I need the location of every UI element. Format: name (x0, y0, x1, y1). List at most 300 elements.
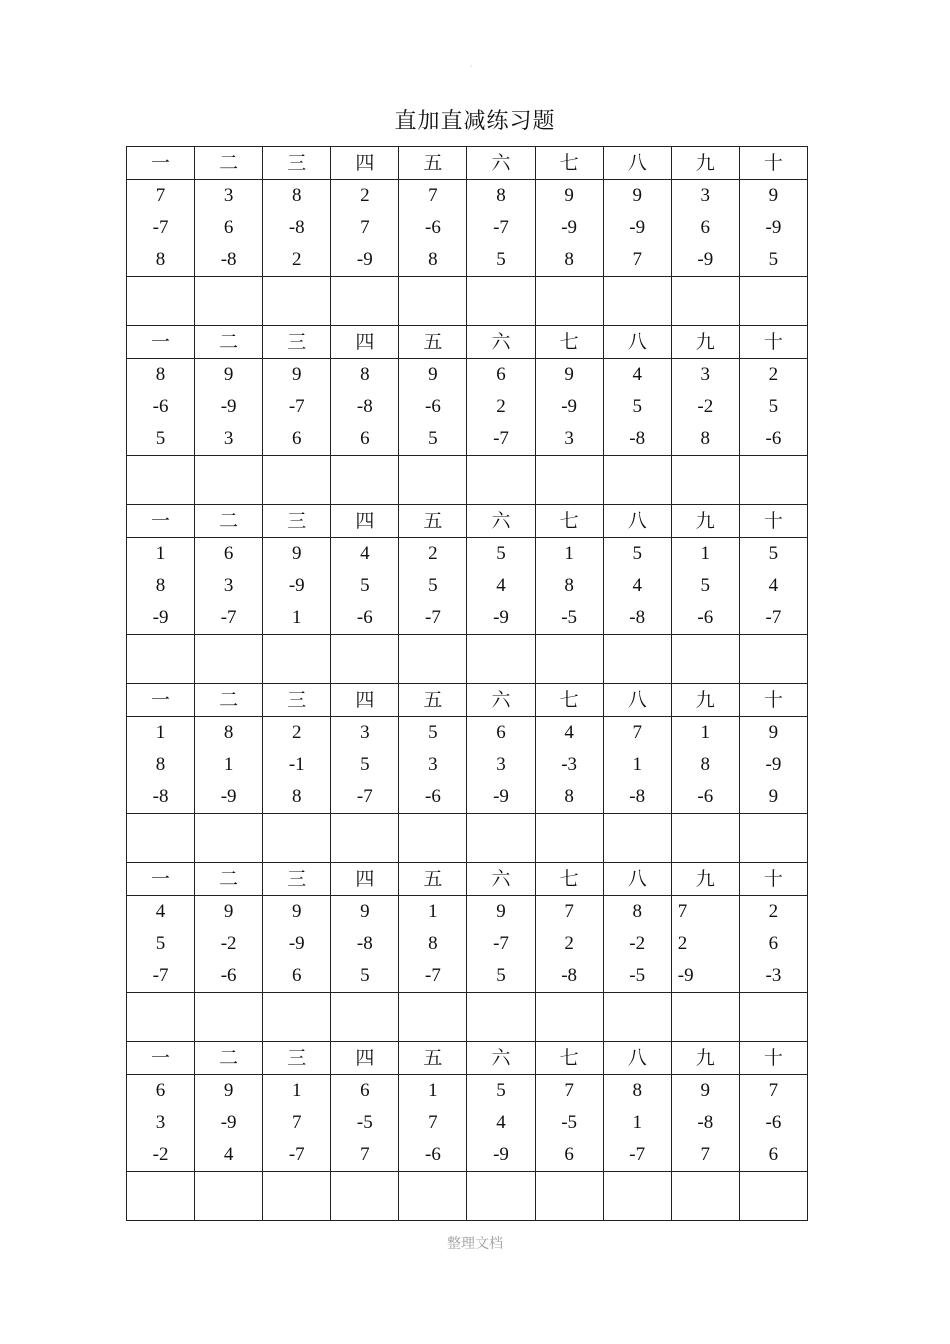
answer-cell[interactable] (603, 993, 671, 1042)
answer-cell[interactable] (331, 1172, 399, 1221)
operand: 9 (768, 786, 779, 807)
problem-cell (739, 180, 807, 277)
problem-cell (603, 1075, 671, 1172)
header-row (127, 326, 808, 359)
operand: 7 (564, 1080, 574, 1101)
operand: 1 (632, 754, 642, 775)
column-header: 九 (671, 863, 739, 896)
operand: 7 (564, 901, 574, 922)
answer-cell[interactable] (739, 1172, 807, 1221)
operand: 1 (428, 1080, 438, 1101)
operand: 7 (360, 217, 370, 238)
problem-cell (127, 359, 195, 456)
problem-cell (739, 896, 807, 993)
operand: -9 (220, 1112, 237, 1133)
answer-cell[interactable] (603, 456, 671, 505)
operand: 2 (768, 364, 779, 385)
operand: 8 (632, 901, 642, 922)
column-header: 九 (671, 147, 739, 180)
problem-cell (603, 896, 671, 993)
column-header: 七 (535, 863, 603, 896)
operand: 5 (768, 249, 779, 270)
operand: 9 (291, 364, 302, 385)
answer-cell[interactable] (399, 456, 467, 505)
answer-cell[interactable] (127, 1172, 195, 1221)
operand: 8 (155, 364, 166, 385)
operand: -6 (425, 396, 441, 417)
column-header: 五 (399, 505, 467, 538)
answer-row (127, 814, 808, 863)
answer-cell[interactable] (535, 1172, 603, 1221)
column-header: 四 (331, 147, 399, 180)
answer-cell[interactable] (671, 1172, 739, 1221)
header-row (127, 1042, 808, 1075)
operand: -8 (629, 786, 646, 807)
problem-row (127, 538, 808, 635)
column-header: 八 (603, 326, 671, 359)
operand: 2 (564, 933, 574, 954)
answer-cell[interactable] (739, 814, 807, 863)
operand: 5 (496, 965, 506, 986)
operand: 6 (496, 722, 506, 743)
operand: 9 (700, 1080, 711, 1101)
answer-cell[interactable] (263, 814, 331, 863)
problem-cell (535, 538, 603, 635)
column-header: 十 (739, 326, 807, 359)
operand: -9 (697, 249, 714, 270)
answer-cell[interactable] (671, 277, 739, 326)
operand: -7 (493, 217, 509, 238)
top-mark: · (470, 62, 473, 71)
operand: 1 (155, 722, 166, 743)
operand: 8 (564, 786, 574, 807)
answer-cell[interactable] (671, 993, 739, 1042)
column-header: 八 (603, 863, 671, 896)
operand: -3 (765, 965, 782, 986)
operand: 6 (223, 217, 234, 238)
operand: 5 (428, 575, 438, 596)
problem-cell (127, 896, 195, 993)
answer-cell[interactable] (127, 277, 195, 326)
operand: -8 (629, 607, 646, 628)
answer-cell[interactable] (603, 814, 671, 863)
answer-cell[interactable] (671, 456, 739, 505)
problem-cell (535, 1075, 603, 1172)
problem-cell (739, 1075, 807, 1172)
operand: 1 (564, 543, 574, 564)
column-header: 四 (331, 505, 399, 538)
operand: 3 (223, 185, 234, 206)
problem-cell (467, 717, 535, 814)
answer-cell[interactable] (535, 814, 603, 863)
column-header: 三 (263, 326, 331, 359)
operand: -9 (561, 396, 578, 417)
operand: 1 (700, 543, 711, 564)
problem-cell (671, 180, 739, 277)
column-header: 一 (127, 684, 195, 717)
operand: 1 (428, 901, 438, 922)
column-header: 六 (467, 147, 535, 180)
operand: 8 (700, 754, 711, 775)
problem-cell (739, 538, 807, 635)
operand: -6 (697, 786, 714, 807)
page-title: 直加直减练习题 (394, 109, 556, 134)
answer-row (127, 277, 808, 326)
column-header: 九 (671, 326, 739, 359)
operand: 9 (223, 1080, 234, 1101)
operand: 1 (291, 607, 302, 628)
answer-cell[interactable] (535, 993, 603, 1042)
operand: 4 (155, 901, 166, 922)
operand: 6 (360, 1080, 370, 1101)
operand: 9 (360, 901, 370, 922)
page-footer: 整理文档 (447, 1236, 503, 1252)
operand: 9 (223, 901, 234, 922)
answer-cell[interactable] (535, 635, 603, 684)
column-header: 四 (331, 863, 399, 896)
operand: 9 (291, 543, 302, 564)
operand: -2 (629, 933, 646, 954)
operand: 4 (496, 575, 506, 596)
operand: 5 (428, 722, 438, 743)
answer-cell[interactable] (399, 635, 467, 684)
operand: -8 (629, 428, 646, 449)
answer-cell[interactable] (535, 456, 603, 505)
operand: 3 (700, 185, 711, 206)
column-header: 九 (671, 505, 739, 538)
answer-cell[interactable] (263, 1172, 331, 1221)
column-header: 九 (671, 684, 739, 717)
operand: 7 (677, 901, 688, 922)
operand: 8 (428, 933, 438, 954)
operand: 5 (496, 1080, 506, 1101)
problem-row (127, 359, 808, 456)
answer-row (127, 993, 808, 1042)
operand: -9 (561, 217, 578, 238)
problem-cell (195, 359, 263, 456)
column-header: 七 (535, 505, 603, 538)
problem-cell (739, 717, 807, 814)
column-header: 三 (263, 863, 331, 896)
operand: -9 (765, 754, 782, 775)
column-header: 六 (467, 863, 535, 896)
operand: 1 (155, 543, 166, 564)
operand: -2 (152, 1144, 169, 1165)
answer-cell[interactable] (399, 814, 467, 863)
answer-cell[interactable] (195, 456, 263, 505)
operand: 7 (632, 722, 642, 743)
problem-row (127, 180, 808, 277)
operand: 6 (291, 428, 302, 449)
column-header: 五 (399, 863, 467, 896)
operand: 8 (428, 249, 438, 270)
operand: 8 (291, 786, 302, 807)
column-header: 二 (195, 1042, 263, 1075)
answer-cell[interactable] (263, 635, 331, 684)
problem-cell (467, 1075, 535, 1172)
answer-cell[interactable] (739, 456, 807, 505)
problem-cell (195, 717, 263, 814)
operand: 3 (496, 754, 506, 775)
answer-cell[interactable] (535, 277, 603, 326)
operand: -9 (152, 607, 169, 628)
answer-cell[interactable] (603, 635, 671, 684)
problem-cell (263, 359, 331, 456)
problem-row (127, 1075, 808, 1172)
operand: 4 (632, 364, 642, 385)
operand: -7 (493, 933, 509, 954)
problem-cell (331, 180, 399, 277)
column-header: 一 (127, 505, 195, 538)
operand: -8 (288, 217, 305, 238)
problem-cell (671, 1075, 739, 1172)
problem-cell (399, 180, 467, 277)
answer-cell[interactable] (467, 1172, 535, 1221)
operand: 5 (360, 754, 370, 775)
operand: 3 (700, 364, 711, 385)
operand: 8 (360, 364, 370, 385)
operand: 5 (360, 575, 370, 596)
header-row (127, 863, 808, 896)
operand: -7 (288, 1144, 305, 1165)
problem-cell (331, 1075, 399, 1172)
operand: -9 (288, 575, 305, 596)
operand: -7 (356, 786, 373, 807)
problem-row (127, 717, 808, 814)
answer-cell[interactable] (399, 993, 467, 1042)
answer-cell[interactable] (195, 277, 263, 326)
header-row (127, 147, 808, 180)
exercise-table (126, 146, 808, 1221)
operand: 9 (291, 901, 302, 922)
operand: -6 (425, 1144, 441, 1165)
column-header: 六 (467, 326, 535, 359)
operand: -6 (220, 965, 237, 986)
operand: -6 (425, 786, 441, 807)
answer-cell[interactable] (671, 814, 739, 863)
column-header: 十 (739, 505, 807, 538)
operand: 1 (700, 722, 711, 743)
operand: 6 (360, 428, 370, 449)
answer-cell[interactable] (467, 635, 535, 684)
operand: -6 (152, 396, 169, 417)
problem-cell (195, 1075, 263, 1172)
operand: 3 (564, 428, 574, 449)
operand: -3 (561, 754, 578, 775)
operand: 7 (700, 1144, 711, 1165)
operand: 8 (496, 185, 506, 206)
problem-cell (399, 538, 467, 635)
problem-cell (195, 538, 263, 635)
answer-cell[interactable] (331, 635, 399, 684)
column-header: 六 (467, 505, 535, 538)
column-header: 一 (127, 863, 195, 896)
answer-cell[interactable] (671, 635, 739, 684)
operand: -7 (493, 428, 509, 449)
operand: -7 (425, 965, 441, 986)
operand: 6 (768, 1144, 779, 1165)
answer-cell[interactable] (467, 277, 535, 326)
operand: 9 (564, 185, 574, 206)
operand: 6 (700, 217, 711, 238)
column-header: 二 (195, 505, 263, 538)
operand: 9 (428, 364, 438, 385)
operand: 8 (291, 185, 302, 206)
operand: 6 (768, 933, 779, 954)
operand: -6 (765, 428, 782, 449)
answer-cell[interactable] (331, 277, 399, 326)
column-header: 五 (399, 147, 467, 180)
operand: 3 (428, 754, 438, 775)
column-header: 七 (535, 684, 603, 717)
operand: -1 (288, 754, 305, 775)
operand: 4 (360, 543, 370, 564)
operand: 8 (700, 428, 711, 449)
column-header: 三 (263, 505, 331, 538)
problem-cell (263, 717, 331, 814)
operand: -9 (356, 249, 373, 270)
problem-cell (127, 538, 195, 635)
column-header: 二 (195, 684, 263, 717)
operand: -7 (425, 607, 441, 628)
operand: -9 (629, 217, 646, 238)
problem-cell (127, 180, 195, 277)
operand: 7 (428, 1112, 438, 1133)
operand: 5 (155, 428, 166, 449)
operand: 6 (564, 1144, 574, 1165)
problem-row (127, 896, 808, 993)
answer-cell[interactable] (399, 277, 467, 326)
problem-cell (399, 717, 467, 814)
column-header: 一 (127, 1042, 195, 1075)
column-header: 八 (603, 505, 671, 538)
answer-cell[interactable] (739, 277, 807, 326)
operand: 3 (360, 722, 370, 743)
answer-cell[interactable] (195, 814, 263, 863)
answer-cell[interactable] (739, 635, 807, 684)
answer-cell[interactable] (263, 456, 331, 505)
problem-cell (399, 896, 467, 993)
problem-cell (535, 180, 603, 277)
answer-cell[interactable] (195, 993, 263, 1042)
answer-cell[interactable] (331, 456, 399, 505)
operand: 5 (155, 933, 166, 954)
column-header: 一 (127, 147, 195, 180)
operand: 7 (768, 1080, 779, 1101)
operand: 4 (496, 1112, 506, 1133)
answer-cell[interactable] (467, 993, 535, 1042)
problem-cell (535, 359, 603, 456)
answer-cell[interactable] (467, 814, 535, 863)
problem-cell (535, 717, 603, 814)
operand: 8 (564, 249, 574, 270)
operand: 2 (291, 249, 302, 270)
answer-cell[interactable] (331, 993, 399, 1042)
column-header: 八 (603, 684, 671, 717)
problem-cell (467, 538, 535, 635)
operand: 2 (428, 543, 438, 564)
column-header: 十 (739, 684, 807, 717)
operand: -7 (152, 217, 169, 238)
operand: 2 (496, 396, 506, 417)
answer-cell[interactable] (399, 1172, 467, 1221)
answer-cell[interactable] (467, 456, 535, 505)
answer-cell[interactable] (127, 456, 195, 505)
operand: 1 (291, 1080, 302, 1101)
column-header: 二 (195, 326, 263, 359)
operand: -9 (493, 607, 509, 628)
problem-cell (603, 538, 671, 635)
column-header: 一 (127, 326, 195, 359)
operand: -5 (629, 965, 646, 986)
problem-cell (603, 717, 671, 814)
operand: 8 (564, 575, 574, 596)
problem-cell (331, 896, 399, 993)
operand: -2 (220, 933, 237, 954)
answer-cell[interactable] (127, 993, 195, 1042)
problem-cell (331, 359, 399, 456)
column-header: 七 (535, 326, 603, 359)
operand: 6 (223, 543, 234, 564)
problem-cell (127, 1075, 195, 1172)
operand: 6 (155, 1080, 166, 1101)
answer-cell[interactable] (127, 814, 195, 863)
operand: -8 (356, 933, 373, 954)
column-header: 十 (739, 863, 807, 896)
answer-cell[interactable] (263, 277, 331, 326)
operand: 9 (632, 185, 642, 206)
column-header: 五 (399, 326, 467, 359)
operand: 9 (223, 364, 234, 385)
operand: 9 (768, 185, 779, 206)
answer-cell[interactable] (127, 635, 195, 684)
operand: -2 (697, 396, 714, 417)
operand: -7 (152, 965, 169, 986)
problem-cell (331, 538, 399, 635)
operand: 4 (564, 722, 574, 743)
column-header: 六 (467, 1042, 535, 1075)
column-header: 八 (603, 1042, 671, 1075)
answer-cell[interactable] (603, 1172, 671, 1221)
answer-cell[interactable] (263, 993, 331, 1042)
answer-row (127, 635, 808, 684)
problem-cell (467, 180, 535, 277)
operand: 2 (768, 901, 779, 922)
operand: -6 (425, 217, 441, 238)
answer-cell[interactable] (603, 277, 671, 326)
operand: -8 (561, 965, 578, 986)
answer-cell[interactable] (195, 1172, 263, 1221)
problem-cell (263, 538, 331, 635)
operand: -5 (356, 1112, 373, 1133)
problem-cell (127, 717, 195, 814)
column-header: 九 (671, 1042, 739, 1075)
column-header: 四 (331, 326, 399, 359)
problem-cell (195, 180, 263, 277)
answer-row (127, 1172, 808, 1221)
problem-cell (739, 359, 807, 456)
answer-cell[interactable] (195, 635, 263, 684)
operand: 9 (768, 722, 779, 743)
column-header: 三 (263, 147, 331, 180)
column-header: 四 (331, 684, 399, 717)
operand: 5 (428, 428, 438, 449)
header-row (127, 684, 808, 717)
answer-cell[interactable] (331, 814, 399, 863)
operand: -5 (561, 1112, 578, 1133)
answer-cell[interactable] (739, 993, 807, 1042)
operand: -8 (220, 249, 237, 270)
